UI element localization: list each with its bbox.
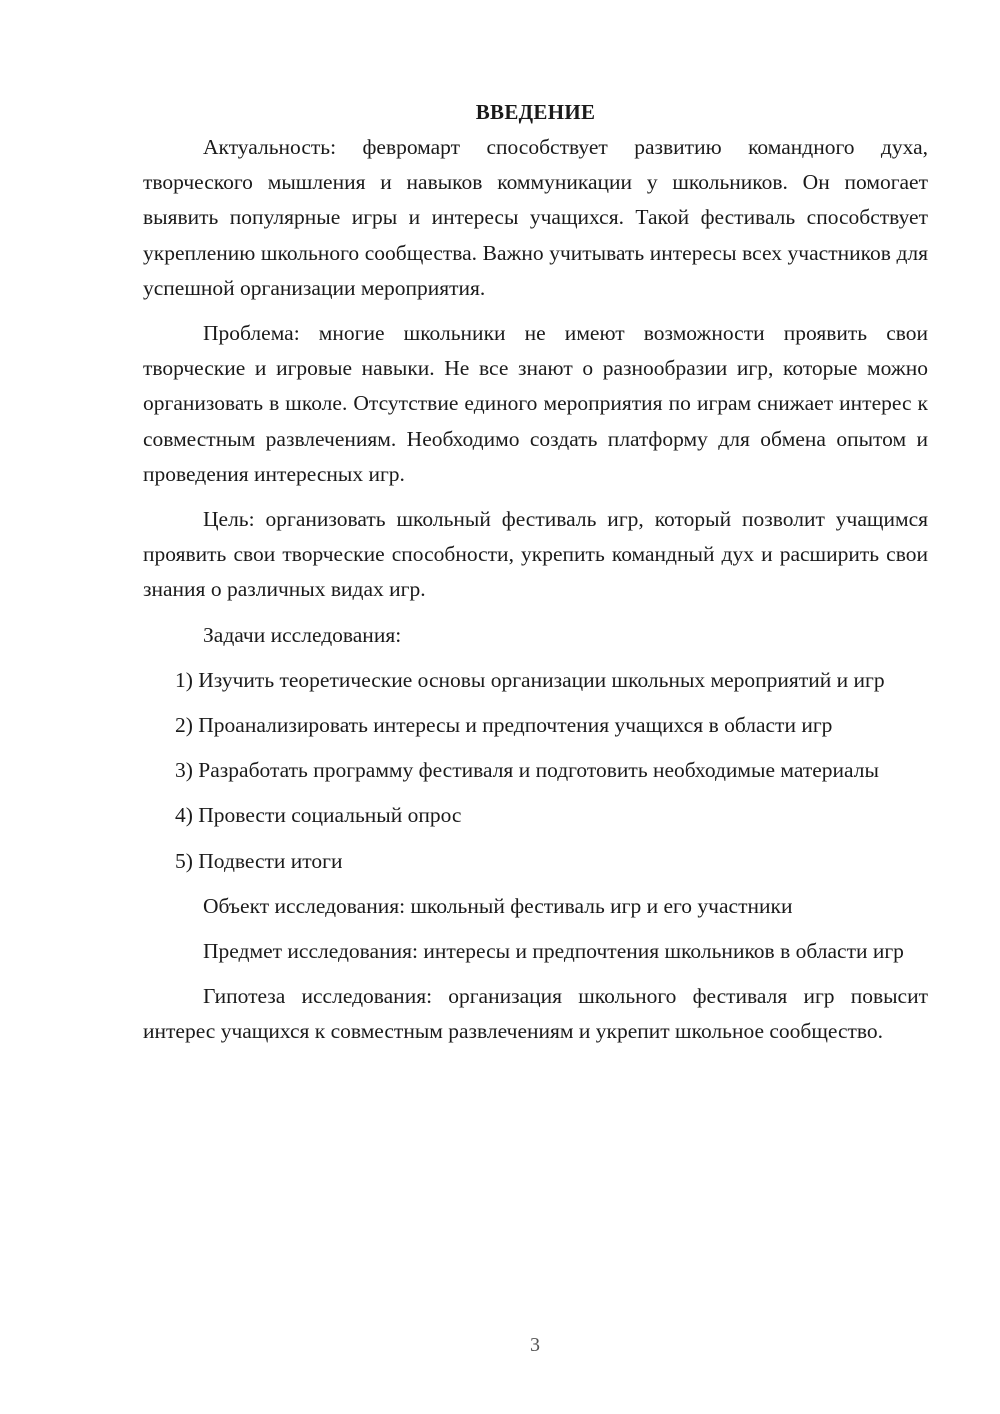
task-item: 1) Изучить теоретические основы организации школьных мероприятий и игр (175, 667, 885, 692)
task-item: 3) Разработать программу фестиваля и подготовить необходимые материалы (175, 758, 879, 783)
object-paragraph: Объект исследования: школьный фестиваль игр и его участники (203, 893, 793, 918)
problem-paragraph: Проблема: многие школьники не имеют возможности проявить свои творческие и игровые навыки. Не все знают о разнообразии игр, которые можно организовать в школе. Отсутствие единого мероприятия по играм снижает интерес к совместным развлечениям. Необходимо создать платформу для обмена опытом и проведения интересных игр. (143, 321, 928, 486)
goal-paragraph: Цель: организовать школьный фестиваль игр, который позволит учащимся проявить свои творческие способности, укрепить командный дух и расширить свои знания о различных видах игр. (143, 507, 928, 602)
hypothesis-paragraph: Гипотеза исследования: организация школьного фестиваля игр повысит интерес учащихся к совместным развлечениям и укрепит школьное сообщество. (143, 984, 928, 1044)
task-item: 2) Проанализировать интересы и предпочтения учащихся в области игр (175, 713, 833, 738)
subject-paragraph: Предмет исследования: интересы и предпочтения школьников в области игр (203, 939, 904, 964)
page-title: ВВЕДЕНИЕ (475, 100, 596, 124)
page-number: 3 (530, 1334, 540, 1356)
tasks-heading: Задачи исследования: (203, 622, 402, 647)
task-item: 4) Провести социальный опрос (175, 803, 462, 828)
relevance-paragraph: Актуальность: февромарт способствует развитию командного духа, творческого мышления и навыков коммуникации у школьников. Он помогает выявить популярные игры и интересы учащихся. Такой фестиваль способствует укреплению школьного сообщества. Важно учитывать интересы всех участников для успешной организации мероприятия. (143, 135, 928, 300)
document-page (143, 96, 928, 1060)
task-item: 5) Подвести итоги (175, 848, 343, 873)
